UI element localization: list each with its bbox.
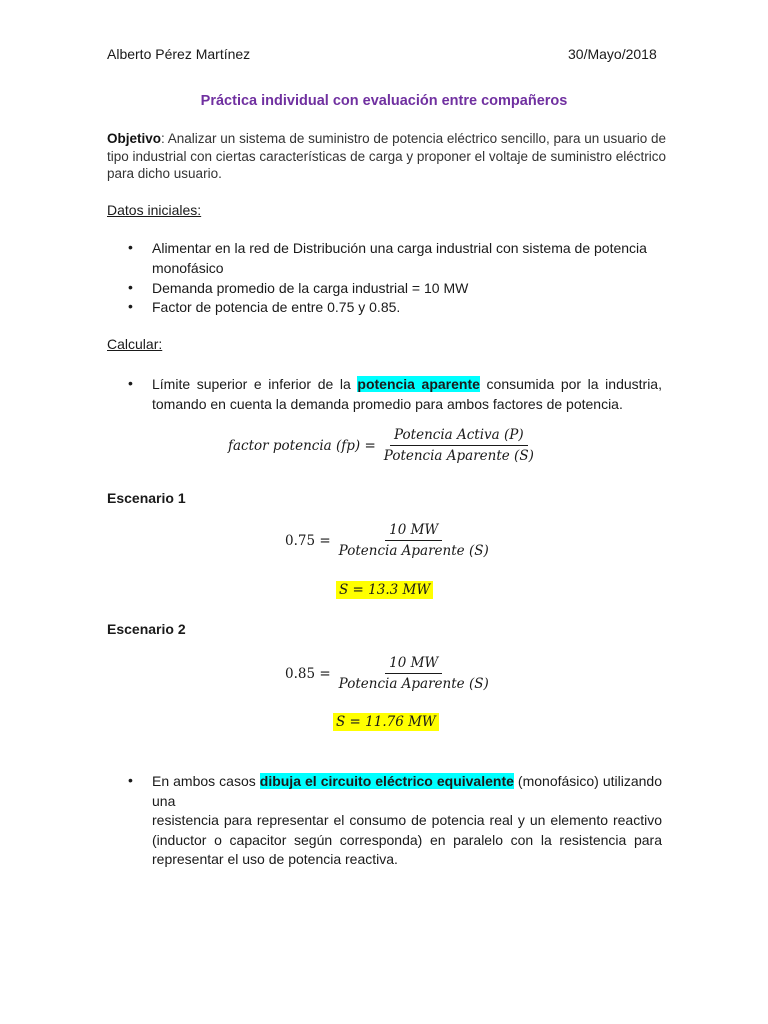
escenario-1-result-highlight: S = 13.3 MW [336,581,433,599]
escenario-1-numerator: 10 MW [385,522,442,541]
calcular-item-1-pre: Límite superior e inferior de la [152,376,358,392]
objective-label: Objetivo [107,131,162,146]
objective-paragraph [107,130,667,183]
final-item-line-2: resistencia para representar el consumo de potencia real y un elemento reactivo [152,812,662,828]
escenario-2-denominator: Potencia Aparente (S) [338,676,489,692]
final-item-post: (monofásico) utilizando una [152,773,663,809]
datos-heading: Datos iniciales: [107,202,202,218]
bullet-icon: • [128,375,133,391]
datos-item-3: Factor de potencia de entre 0.75 y 0.85. [152,299,401,315]
bullet-icon: • [128,298,133,314]
escenario-2-result-highlight: S = 11.76 MW [333,713,439,731]
document-date: 30/Mayo/2018 [568,46,657,62]
escenario-2-equation [285,655,493,692]
final-item-pre: En ambos casos [152,773,260,789]
bullet-icon: • [128,279,133,295]
escenario-2-numerator: 10 MW [385,655,442,674]
escenario-1-equation [285,522,493,559]
formula-fraction [380,427,538,464]
final-item-line-3: (inductor o capacitor según corresponda) en paralelo con la resistencia para [152,831,662,848]
escenario-2-lhs: 0.85 = [285,665,331,682]
calcular-heading: Calcular: [107,336,163,352]
bullet-icon: • [128,239,133,255]
objective-text-line-2: tipo industrial con ciertas características de carga y proponer el voltaje de suministro eléctrico [107,148,667,164]
potencia-aparente-highlight: potencia aparente [357,376,480,392]
objective-text-line-1: : Analizar un sistema de suministro de potencia eléctrico sencillo, para un usuario de [161,131,667,146]
escenario-1-result [336,582,433,598]
calcular-item-1 [152,375,662,414]
objective-text-line-3: para dicho usuario. [107,166,222,181]
escenario-2-heading: Escenario 2 [107,621,186,637]
bullet-icon: • [128,772,133,788]
datos-item-1-line-1: Alimentar en la red de Distribución una carga industrial con sistema de potencia [152,240,647,256]
calcular-item-1-line-2: tomando en cuenta la demanda promedio para ambos factores de potencia. [152,395,623,412]
datos-item-2: Demanda promedio de la carga industrial = 10 MW [152,280,469,296]
escenario-1-heading: Escenario 1 [107,490,186,506]
document-title: Práctica individual con evaluación entre compañeros [200,93,568,109]
escenario-1-fraction [335,522,493,559]
formula-denominator: Potencia Aparente (S) [383,448,534,464]
formula-lhs: factor potencia (fp) = [228,437,376,454]
escenario-1-lhs: 0.75 = [285,532,331,549]
escenario-1-denominator: Potencia Aparente (S) [338,543,489,559]
formula-numerator: Potencia Activa (P) [390,427,528,446]
calcular-item-1-post: consumida por la industria, [479,376,662,392]
escenario-2-result [333,714,439,730]
final-item-line-4: representar el uso de potencia reactiva. [152,851,398,867]
final-item [152,772,662,870]
author-name: Alberto Pérez Martínez [107,46,251,62]
datos-item-1-line-2: monofásico [152,259,224,276]
escenario-2-fraction [335,655,493,692]
circuito-highlight: dibuja el circuito eléctrico equivalente [259,773,514,789]
power-factor-formula [228,427,538,464]
datos-item-1 [152,239,662,278]
